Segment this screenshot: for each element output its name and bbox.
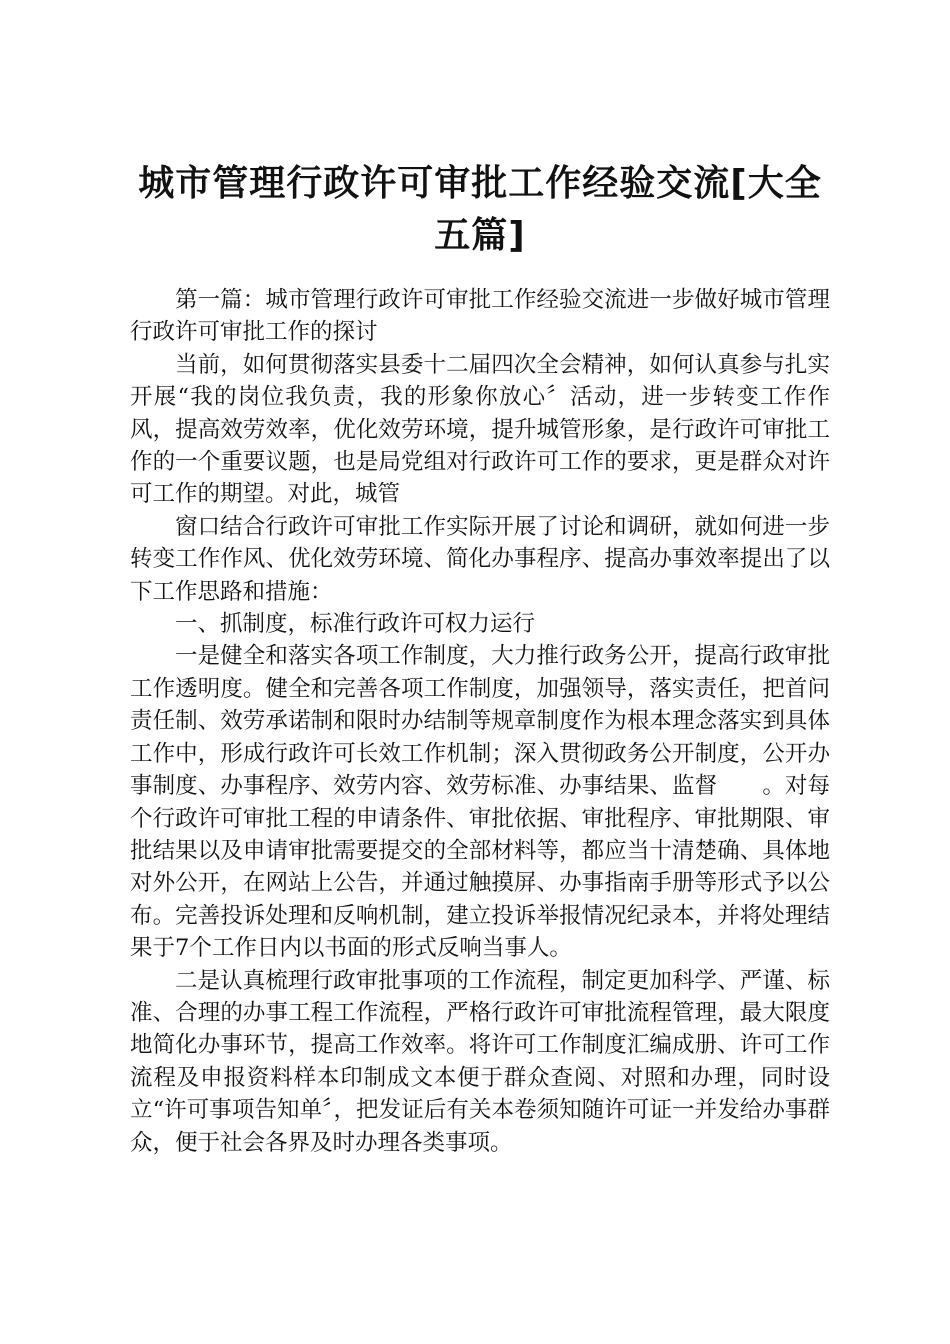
- paragraph-2: 当前，如何贯彻落实县委十二届四次全会精神，如何认真参与扎实开展“我的岗位我负责，我的形象你放心〞活动，进一步转变工作作风，提高效劳效率，优化效劳环境，提升城管形象，是行政许可审批工作的一个重要议题，也是局党组对行政许可工作的要求，更是群众对许可工作的期望。对此，城管: [130, 351, 830, 508]
- document-page: [130, 158, 830, 1159]
- section-heading-1: 一、抓制度，标准行政许可权力运行: [175, 611, 536, 638]
- paragraph-1: 第一篇：城市管理行政许可审批工作经验交流进一步做好城市管理行政许可审批工作的探讨: [130, 287, 830, 346]
- document-title: 城市管理行政许可审批工作经验交流[大全五篇]: [138, 163, 822, 256]
- paragraph-5: 二是认真梳理行政审批事项的工作流程，制定更加科学、严谨、标准、合理的办事工程工作流程，严格行政许可审批流程管理，最大限度地简化办事环节，提高工作效率。将许可工作制度汇编成册、许可工作流程及申报资料样本印制成文本便于群众查阅、对照和办理，同时设立“许可事项告知单〞，把发证后有关本卷须知随许可证一并发给办事群众，便于社会各界及时办理各类事项。: [130, 967, 830, 1156]
- paragraph-4: 一是健全和落实各项工作制度，大力推行政务公开，提高行政审批工作透明度。健全和完善各项工作制度，加强领导，落实责任，把首问责任制、效劳承诺制和限时办结制等规章制度作为根本理念落实到具体工作中，形成行政许可长效工作机制；深入贯彻政务公开制度，公开办事制度、办事程序、效劳内容、效劳标准、办事结果、监督 。对每个行政许可审批工程的申请条件、审批依据、审批程序、审批期限、审批结果以及申请审批需要提交的全部材料等，都应当十清楚确、具体地对外公开，在网站上公告，并通过触摸屏、办事指南手册等形式予以公布。完善投诉处理和反响机制，建立投诉举报情况纪录本，并将处理结果于7个工作日内以书面的形式反响当事人。: [130, 643, 830, 962]
- paragraph-3: 窗口结合行政许可审批工作实际开展了讨论和调研，就如何进一步转变工作作风、优化效劳环境、简化办事程序、提高办事效率提出了以下工作思路和措施：: [130, 513, 830, 605]
- document-body: [130, 284, 830, 1159]
